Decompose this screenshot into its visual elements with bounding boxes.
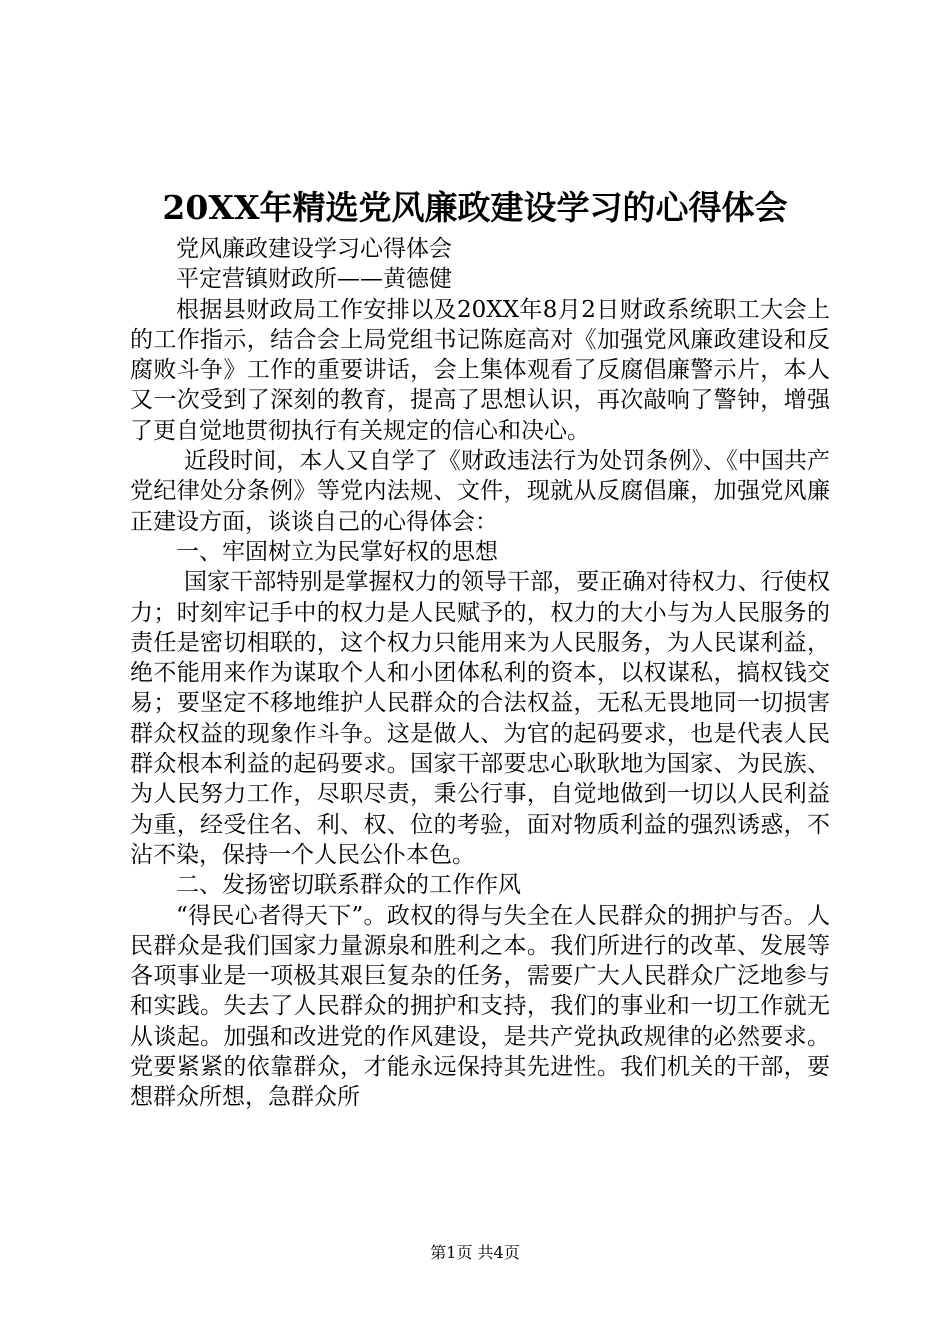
document-title: 20XX年精选党风廉政建设学习的心得体会 xyxy=(162,188,788,227)
section-heading-1: 一、牢固树立为民掌好权的思想 xyxy=(176,538,498,565)
document-body xyxy=(130,234,830,1113)
author-line: 平定营镇财政所——黄德健 xyxy=(176,266,452,293)
page-number-footer: 第1页 共4页 xyxy=(430,1243,520,1262)
paragraph-1: 根据县财政局工作安排以及20XX年8月2日财政系统职工大会上的工作指示，结合会上局党组书记陈庭高对《加强党风廉政建设和反腐败斗争》工作的重要讲话，会上集体观看了反腐倡廉警示片，本人又一次受到了深刻的教育，提高了思想认识，再次敲响了警钟，增强了更自觉地贯彻执行有关规定的信心和决心。 xyxy=(130,296,830,444)
paragraph-3: 国家干部特别是掌握权力的领导干部，要正确对待权力、行使权力；时刻牢记手中的权力是人民赋予的，权力的大小与为人民服务的责任是密切相联的，这个权力只能用来为人民服务，为人民谋利益，绝不能用来作为谋取个人和小团体私利的资本，以权谋私，搞权钱交易；要坚定不移地维护人民群众的合法权益，无私无畏地同一切损害群众权益的现象作斗争。这是做人、为官的起码要求，也是代表人民群众根本利益的起码要求。国家干部要忠心耿耿地为国家、为民族、为人民努力工作，尽职尽责，秉公行事，自觉地做到一切以人民利益为重，经受住名、利、权、位的考验，面对物质利益的强烈诱惑，不沾不染，保持一个人民公仆本色。 xyxy=(130,569,830,868)
paragraph-4: “得民心者得天下”。政权的得与失全在人民群众的拥护与否。人民群众是我们国家力量源泉和胜利之本。我们所进行的改革、发展等各项事业是一项极其艰巨复杂的任务，需要广大人民群众广泛地参与和实践。失去了人民群众的拥护和支持，我们的事业和一切工作就无从谈起。加强和改进党的作风建设，是共产党执政规律的必然要求。党要紧紧的依靠群众，才能永远保持其先进性。我们机关的干部，要想群众所想，急群众所 xyxy=(130,902,830,1111)
paragraph-2: 近段时间，本人又自学了《财政违法行为处罚条例》、《中国共产党纪律处分条例》等党内法规、文件，现就从反腐倡廉，加强党风廉正建设方面，谈谈自己的心得体会： xyxy=(130,448,830,535)
subtitle-line: 党风廉政建设学习心得体会 xyxy=(176,236,452,262)
section-heading-2: 二、发扬密切联系群众的工作作风 xyxy=(176,872,521,899)
